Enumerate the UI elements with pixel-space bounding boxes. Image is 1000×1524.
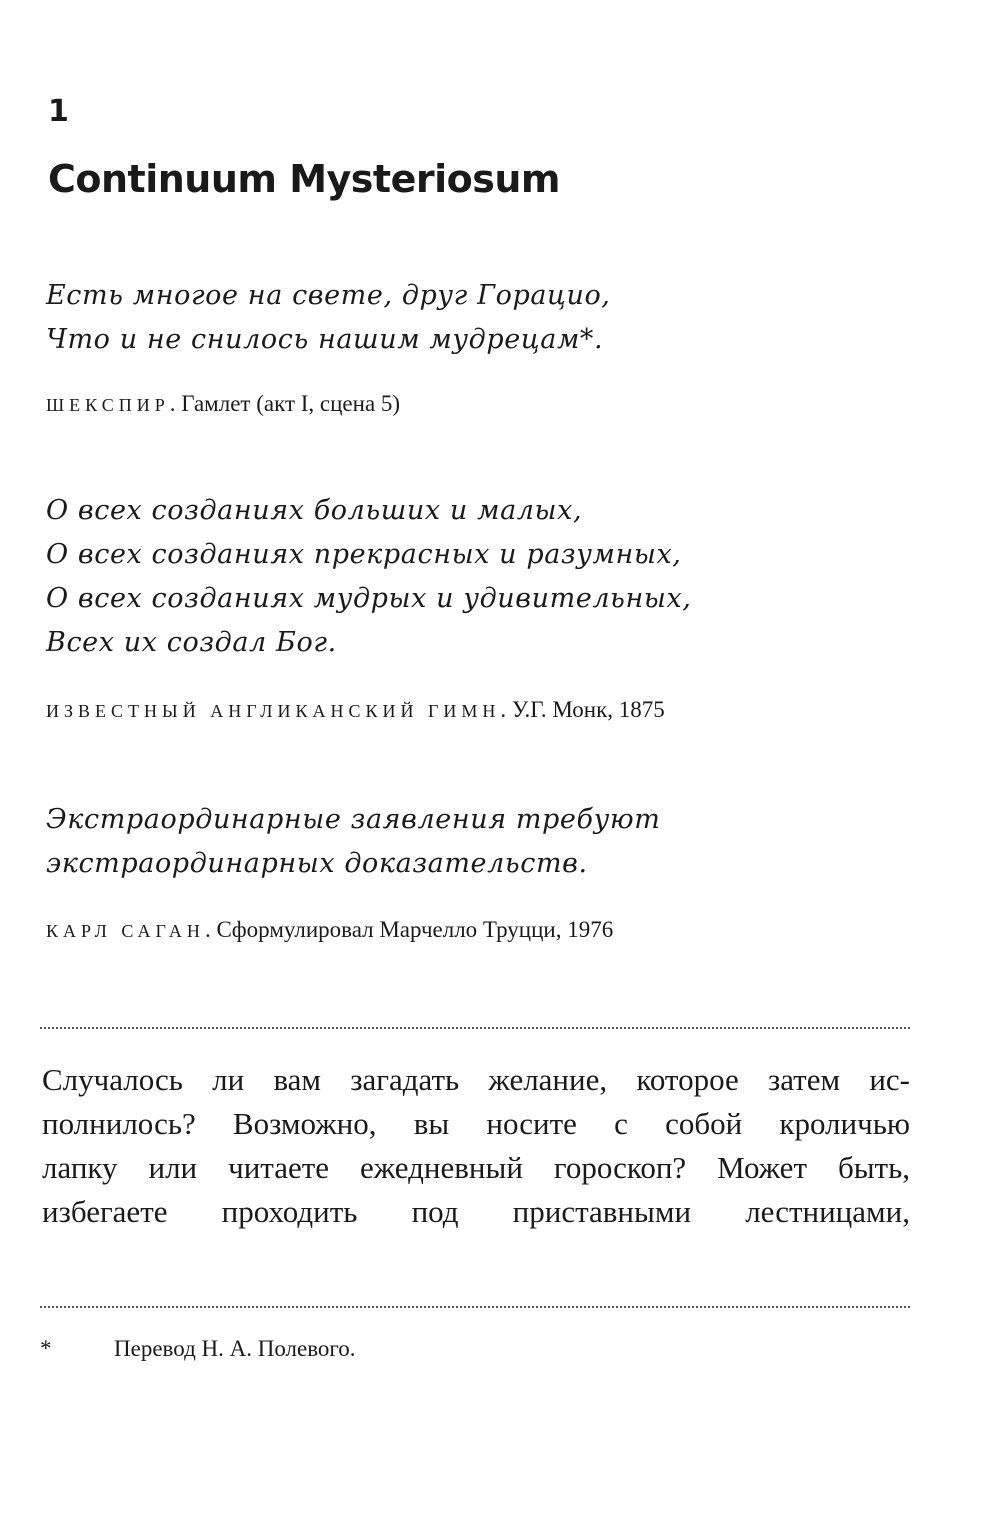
epigraph-2-line-3: О всех созданиях мудрых и удивительных, [46,583,692,614]
epigraph-1-line-1: Есть многое на свете, друг Горацио, [46,280,611,311]
epigraph-2-source: . У.Г. Монк, 1875 [500,697,665,722]
footnote-text: Перевод Н. А. Полевого. [114,1336,356,1361]
epigraph-1-attribution [46,389,400,420]
epigraph-2-line-4: Всех их создал Бог. [46,627,337,658]
body-line-1: Случалось ли вам загадать желание, которое затем ис- [42,1062,910,1097]
epigraph-1-source: . Гамлет (акт I, сцена 5) [169,391,401,416]
epigraph-2-line-1: О всех созданиях больших и малых, [46,495,583,526]
epigraph-1-author: ШЕКСПИР [46,395,170,415]
epigraph-3-source: . Сформулировал Марчелло Труцци, 1976 [204,917,614,942]
footnote [40,1334,356,1364]
epigraph-3-author: КАРЛ САГАН [46,921,205,941]
epigraph-2-line-2: О всех созданиях прекрасных и разумных, [46,539,682,570]
epigraph-3-line-2: экстраординарных доказательств. [46,848,588,879]
epigraph-2-attribution [46,695,665,726]
epigraph-2-author: ИЗВЕСТНЫЙ АНГЛИКАНСКИЙ ГИМН [46,701,501,721]
epigraph-3-attribution [46,915,613,946]
epigraph-3-line-1: Экстраординарные заявления требуют [46,804,661,835]
footnote-marker: * [40,1336,52,1361]
footnote-divider [40,1306,910,1308]
body-line-3: лапку или читаете ежедневный гороскоп? Может быть, [42,1150,910,1185]
section-divider [40,1027,910,1029]
body-line-2: полнилось? Возможно, вы носите с собой кроличью [42,1106,910,1141]
chapter-number: 1 [48,94,69,129]
epigraph-1-line-2: Что и не снилось нашим мудрецам*. [46,324,604,355]
body-line-4: избегаете проходить под приставными лестницами, [42,1194,910,1229]
chapter-title: Continuum Mysteriosum [48,157,560,201]
